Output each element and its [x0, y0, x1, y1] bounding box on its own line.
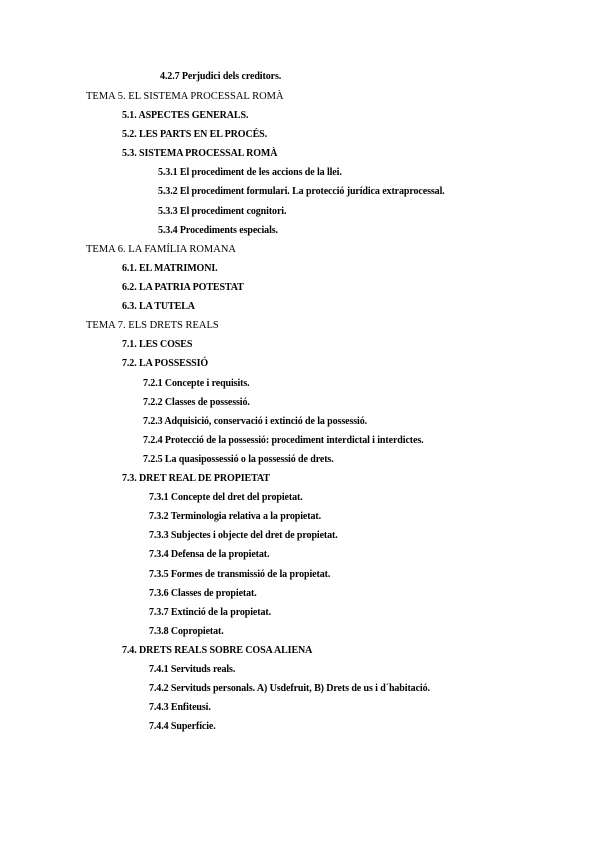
- outline-item-5-3-1: 5.3.1 El procediment de les accions de la llei.: [158, 167, 342, 178]
- outline-item-7-1: 7.1. LES COSES: [122, 339, 193, 350]
- topic-heading-6: TEMA 6. LA FAMÍLIA ROMANA: [86, 244, 237, 255]
- outline-item-6-3: 6.3. LA TUTELA: [122, 301, 195, 312]
- outline-item-7-2-2: 7.2.2 Classes de possessió.: [143, 397, 250, 408]
- outline-item-7-3-6: 7.3.6 Classes de propietat.: [149, 588, 257, 599]
- outline-item-6-2: 6.2. LA PATRIA POTESTAT: [122, 282, 244, 293]
- outline-item-7-2-5: 7.2.5 La quasipossessió o la possessió de drets.: [143, 454, 334, 465]
- outline-item-7-3-4: 7.3.4 Defensa de la propietat.: [149, 549, 270, 560]
- topic-heading-5: TEMA 5. EL SISTEMA PROCESSAL ROMÀ: [86, 91, 284, 102]
- outline-item-5-3: 5.3. SISTEMA PROCESSAL ROMÀ: [122, 148, 278, 159]
- outline-item-7-2-4: 7.2.4 Protecció de la possessió: procediment interdictal i interdictes.: [143, 435, 424, 446]
- outline-item-5-3-4: 5.3.4 Procediments especials.: [158, 225, 278, 236]
- outline-item-7-3-3: 7.3.3 Subjectes i objecte del dret de propietat.: [149, 530, 338, 541]
- outline-item-7-3-2: 7.3.2 Terminologia relativa a la propietat.: [149, 511, 321, 522]
- outline-item-7-3-8: 7.3.8 Copropietat.: [149, 626, 224, 637]
- outline-item-4-2-7: 4.2.7 Perjudici dels creditors.: [160, 71, 282, 82]
- topic-heading-7: TEMA 7. ELS DRETS REALS: [86, 320, 219, 331]
- outline-item-7-3-5: 7.3.5 Formes de transmissió de la propietat.: [149, 569, 331, 580]
- outline-item-7-3-7: 7.3.7 Extinció de la propietat.: [149, 607, 271, 618]
- outline-item-7-3-1: 7.3.1 Concepte del dret del propietat.: [149, 492, 303, 503]
- outline-item-5-3-3: 5.3.3 El procediment cognitori.: [158, 206, 287, 217]
- outline-item-7-4-3: 7.4.3 Enfiteusi.: [149, 702, 211, 713]
- outline-item-6-1: 6.1. EL MATRIMONI.: [122, 263, 218, 274]
- outline-item-5-3-2: 5.3.2 El procediment formulari. La protecció jurídica extraprocessal.: [158, 186, 445, 197]
- outline-item-7-2-1: 7.2.1 Concepte i requisits.: [143, 378, 250, 389]
- outline-item-7-4-2: 7.4.2 Servituds personals. A) Usdefruit, B) Drets de us i d´habitació.: [149, 683, 430, 694]
- outline-item-5-1: 5.1. ASPECTES GENERALS.: [122, 110, 249, 121]
- outline-item-7-4-1: 7.4.1 Servituds reals.: [149, 664, 236, 675]
- outline-item-7-4: 7.4. DRETS REALS SOBRE COSA ALIENA: [122, 645, 313, 656]
- outline-item-5-2: 5.2. LES PARTS EN EL PROCÉS.: [122, 129, 268, 140]
- outline-item-7-3: 7.3. DRET REAL DE PROPIETAT: [122, 473, 270, 484]
- outline-item-7-2-3: 7.2.3 Adquisició, conservació i extinció de la possessió.: [143, 416, 368, 427]
- outline-item-7-4-4: 7.4.4 Superfície.: [149, 721, 216, 732]
- outline-item-7-2: 7.2. LA POSSESSIÓ: [122, 358, 209, 369]
